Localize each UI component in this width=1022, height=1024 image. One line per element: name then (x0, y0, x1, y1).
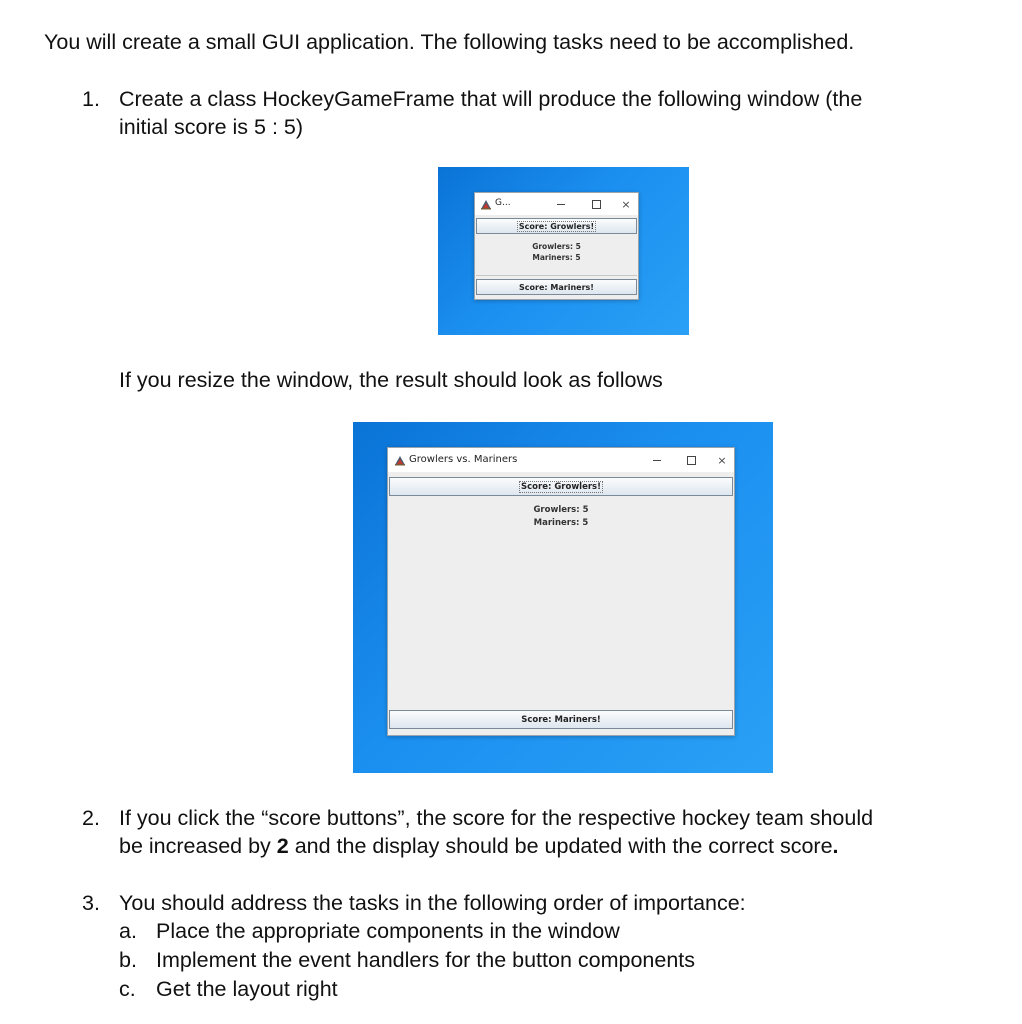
score-display (475, 241, 638, 263)
score-growlers-button[interactable] (476, 218, 637, 234)
java-app-icon (480, 198, 492, 210)
mariners-score: Mariners: 5 (532, 253, 581, 262)
task-text-line: initial score is 5 : 5) (119, 115, 304, 139)
large-window-screenshot (353, 422, 773, 773)
window-title: G... (495, 198, 511, 208)
minimize-button[interactable] (646, 448, 668, 472)
window-titlebar (475, 193, 638, 215)
java-app-icon (394, 454, 406, 466)
window-titlebar (388, 448, 734, 472)
mariners-score: Mariners: 5 (533, 518, 589, 528)
growlers-score: Growlers: 5 (533, 505, 589, 515)
small-window-screenshot (438, 167, 689, 335)
divider (476, 275, 637, 276)
minimize-icon (557, 204, 565, 205)
score-display (388, 504, 734, 530)
small-java-window (474, 192, 639, 300)
sub-task-text: Place the appropriate components in the window (156, 919, 620, 943)
close-button[interactable]: × (717, 453, 727, 467)
task-text-line: If you click the “score buttons”, the score for the respective hockey team should (119, 806, 874, 830)
window-title: Growlers vs. Mariners (409, 454, 518, 465)
text-segment: be increased by (119, 834, 277, 858)
close-button[interactable]: × (621, 197, 631, 211)
task-text-line (119, 832, 873, 860)
intro-paragraph: You will create a small GUI application. The following tasks need to be accomplished. (44, 30, 855, 54)
minimize-icon (653, 460, 661, 461)
maximize-button[interactable] (680, 448, 702, 472)
bold-period: . (832, 834, 839, 858)
task-text (119, 85, 862, 141)
sub-task-letter: c. (119, 977, 136, 1001)
score-growlers-button[interactable] (389, 477, 733, 496)
score-mariners-button[interactable]: Score: Mariners! (476, 279, 637, 295)
maximize-icon (592, 200, 601, 209)
score-growlers-label: Score: Growlers! (521, 481, 601, 492)
sub-task-letter: a. (119, 919, 137, 943)
sub-task-text: Get the layout right (156, 977, 338, 1001)
sub-task-text: Implement the event handlers for the button components (156, 948, 696, 972)
growlers-score: Growlers: 5 (532, 242, 581, 251)
maximize-icon (687, 456, 696, 465)
maximize-button[interactable] (585, 193, 607, 215)
task-text (119, 889, 746, 917)
task-text-line: You should address the tasks in the following order of importance: (119, 891, 746, 915)
large-java-window (387, 447, 735, 736)
sub-task-letter: b. (119, 948, 137, 972)
task-number: 2. (82, 806, 100, 830)
task-number: 3. (82, 891, 100, 915)
resize-paragraph: If you resize the window, the result should look as follows (119, 368, 663, 392)
score-growlers-label: Score: Growlers! (518, 221, 595, 231)
score-mariners-button[interactable]: Score: Mariners! (389, 710, 733, 729)
bold-number: 2 (276, 834, 289, 858)
minimize-button[interactable] (550, 193, 572, 215)
task-text (119, 804, 873, 860)
task-text-line: Create a class HockeyGameFrame that will produce the following window (the (119, 87, 863, 111)
task-number: 1. (82, 87, 100, 111)
text-segment: and the display should be updated with the correct score (288, 834, 833, 858)
